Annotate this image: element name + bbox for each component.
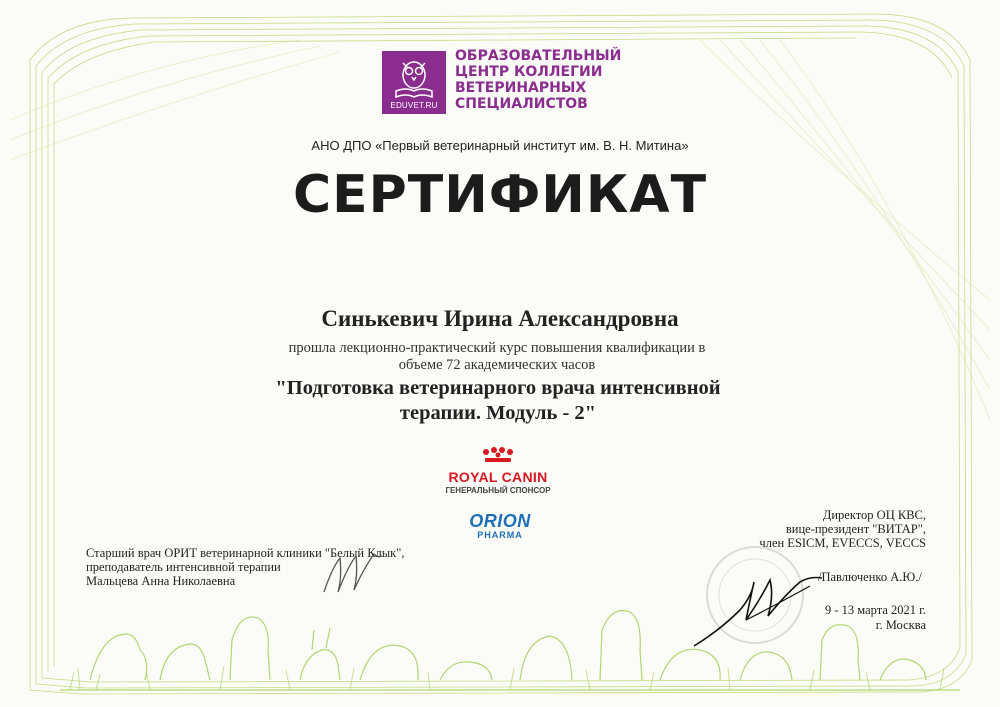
crown-icon bbox=[478, 446, 518, 464]
right-signatory-line: член ESICM, EVECCS, VECCS bbox=[759, 536, 926, 550]
royal-canin-logo bbox=[432, 446, 564, 495]
right-signatory bbox=[759, 508, 926, 550]
issue-date: 9 - 13 марта 2021 г. bbox=[824, 603, 926, 617]
left-signatory-line: Старший врач ОРИТ ветеринарной клиники "Белый Клык", bbox=[86, 546, 405, 560]
orion-caption: PHARMA bbox=[477, 530, 523, 540]
right-signatory-line: вице-президент "ВИТАР", bbox=[785, 522, 926, 536]
date-place bbox=[825, 603, 926, 633]
logo-line: СПЕЦИАЛИСТОВ bbox=[455, 96, 588, 112]
course-name bbox=[222, 376, 774, 426]
royal-canin-name: ROYAL CANIN bbox=[448, 469, 548, 485]
right-signatory-line: Директор ОЦ КВС, bbox=[822, 508, 926, 522]
right-signer-name: /Павлюченко А.Ю./ bbox=[818, 570, 922, 584]
orion-name: ORION bbox=[469, 511, 531, 531]
issue-city: г. Москва bbox=[875, 618, 926, 632]
recipient-name: Синькевич Ирина Александровна bbox=[321, 306, 679, 331]
logo-line: ВЕТЕРИНАРНЫХ bbox=[455, 80, 587, 96]
royal-canin-caption: ГЕНЕРАЛЬНЫЙ СПОНСОР bbox=[445, 486, 551, 495]
left-signature bbox=[318, 548, 388, 598]
eduvet-logo bbox=[382, 51, 446, 114]
course-description bbox=[232, 340, 762, 374]
certificate-title: СЕРТИФИКАТ bbox=[292, 165, 708, 225]
owl-book-icon bbox=[382, 53, 446, 101]
orion-pharma-logo bbox=[455, 512, 545, 540]
left-signatory-line: Мальцева Анна Николаевна bbox=[86, 574, 236, 588]
course-description-line: объеме 72 академических часов bbox=[398, 357, 596, 373]
right-signature bbox=[690, 560, 830, 650]
logo-site: EDUVET.RU bbox=[390, 101, 438, 110]
logo-line: ОБРАЗОВАТЕЛЬНЫЙ bbox=[455, 48, 622, 64]
logo-title bbox=[455, 48, 655, 112]
left-signatory-line: преподаватель интенсивной терапии bbox=[86, 560, 281, 574]
logo-line: ЦЕНТР КОЛЛЕГИИ bbox=[455, 64, 603, 80]
course-name-line: терапии. Модуль - 2" bbox=[399, 402, 597, 424]
course-name-line: "Подготовка ветеринарного врача интенсивной bbox=[275, 377, 721, 399]
institute-name: АНО ДПО «Первый ветеринарный институт им. В. Н. Митина» bbox=[311, 138, 689, 153]
course-description-line: прошла лекционно-практический курс повышения квалификации в bbox=[288, 340, 706, 356]
